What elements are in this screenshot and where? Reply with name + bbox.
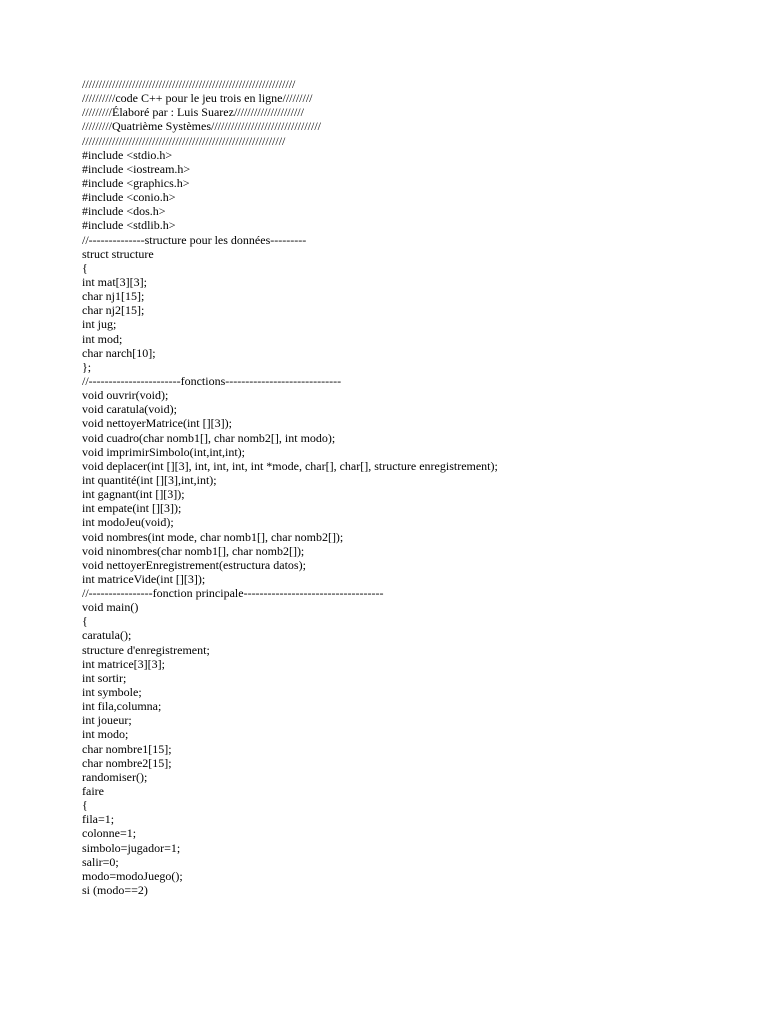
code-line: void main() [82,600,139,615]
code-line: void caratula(void); [82,402,177,417]
code-line: #include <stdlib.h> [82,218,176,233]
code-line: int modo; [82,727,129,742]
code-line: int matrice[3][3]; [82,656,165,671]
code-line: simbolo=jugador=1; [82,840,181,855]
code-line: int sortir; [82,670,127,685]
code-line: //////////////////////////////////////////////////////////////// [82,77,296,91]
code-line: void nettoyerMatrice(int [][3]); [82,416,232,431]
code-line: char narch[10]; [82,345,156,360]
code-line: //--------------structure pour les données--------- [82,232,307,247]
code-line: /////////Quatrième Systèmes///////////////////////////////// [82,119,322,134]
code-line: char nombre1[15]; [82,741,172,756]
code-line: int mat[3][3]; [82,274,147,289]
code-line: void imprimirSimbolo(int,int,int); [82,444,246,459]
code-line: randomiser(); [82,769,148,784]
code-line: int joueur; [82,713,132,728]
code-line: ///////////////////////////////////////////////////////////// [82,133,286,148]
code-line: fila=1; [82,812,115,827]
code-line: #include <dos.h> [82,204,166,219]
code-line: structure d'enregistrement; [82,642,210,657]
code-line: int fila,columna; [82,699,162,714]
code-line: /////////Élaboré par : Luis Suarez///////////////////// [82,105,304,120]
code-line: modo=modoJuego(); [82,868,183,883]
code-line: void nombres(int mode, char nomb1[], char nomb2[]); [82,529,344,544]
code-listing [82,77,722,897]
code-line: void ouvrir(void); [82,388,169,403]
code-line: struct structure [82,246,154,261]
code-line: salir=0; [82,854,119,869]
code-line: }; [82,359,92,374]
code-line: int jug; [82,317,117,332]
code-line: #include <stdio.h> [82,147,173,162]
code-line: int mod; [82,331,123,346]
code-line: colonne=1; [82,826,137,841]
code-line: int matriceVide(int [][3]); [82,571,206,586]
code-line: int gagnant(int [][3]); [82,487,185,502]
code-line: faire [82,784,104,799]
code-line: //-----------------------fonctions----------------------------- [82,373,342,388]
code-line: int empate(int [][3]); [82,501,182,516]
code-line: char nj2[15]; [82,303,145,318]
code-line: { [82,260,88,275]
code-line: #include <graphics.h> [82,175,190,190]
code-line: int quantité(int [][3],int,int); [82,472,217,487]
code-line: void ninombres(char nomb1[], char nomb2[]); [82,543,305,558]
code-line: //////////code C++ pour le jeu trois en ligne///////// [82,91,313,106]
code-line: void cuadro(char nomb1[], char nomb2[], int modo); [82,430,336,445]
code-line: { [82,798,88,813]
code-line: int modoJeu(void); [82,515,174,530]
code-line: char nj1[15]; [82,289,145,304]
code-line: #include <iostream.h> [82,161,191,176]
code-line: void deplacer(int [][3], int, int, int, int *mode, char[], char[], structure enregistrement); [82,458,498,473]
code-line: { [82,614,88,629]
code-line: char nombre2[15]; [82,755,172,770]
code-line: #include <conio.h> [82,190,176,205]
code-line: int symbole; [82,685,142,700]
code-line: caratula(); [82,628,132,643]
code-line: //----------------fonction principale----------------------------------- [82,586,384,601]
code-line: void nettoyerEnregistrement(estructura datos); [82,557,306,572]
code-line: si (modo==2) [82,883,148,898]
